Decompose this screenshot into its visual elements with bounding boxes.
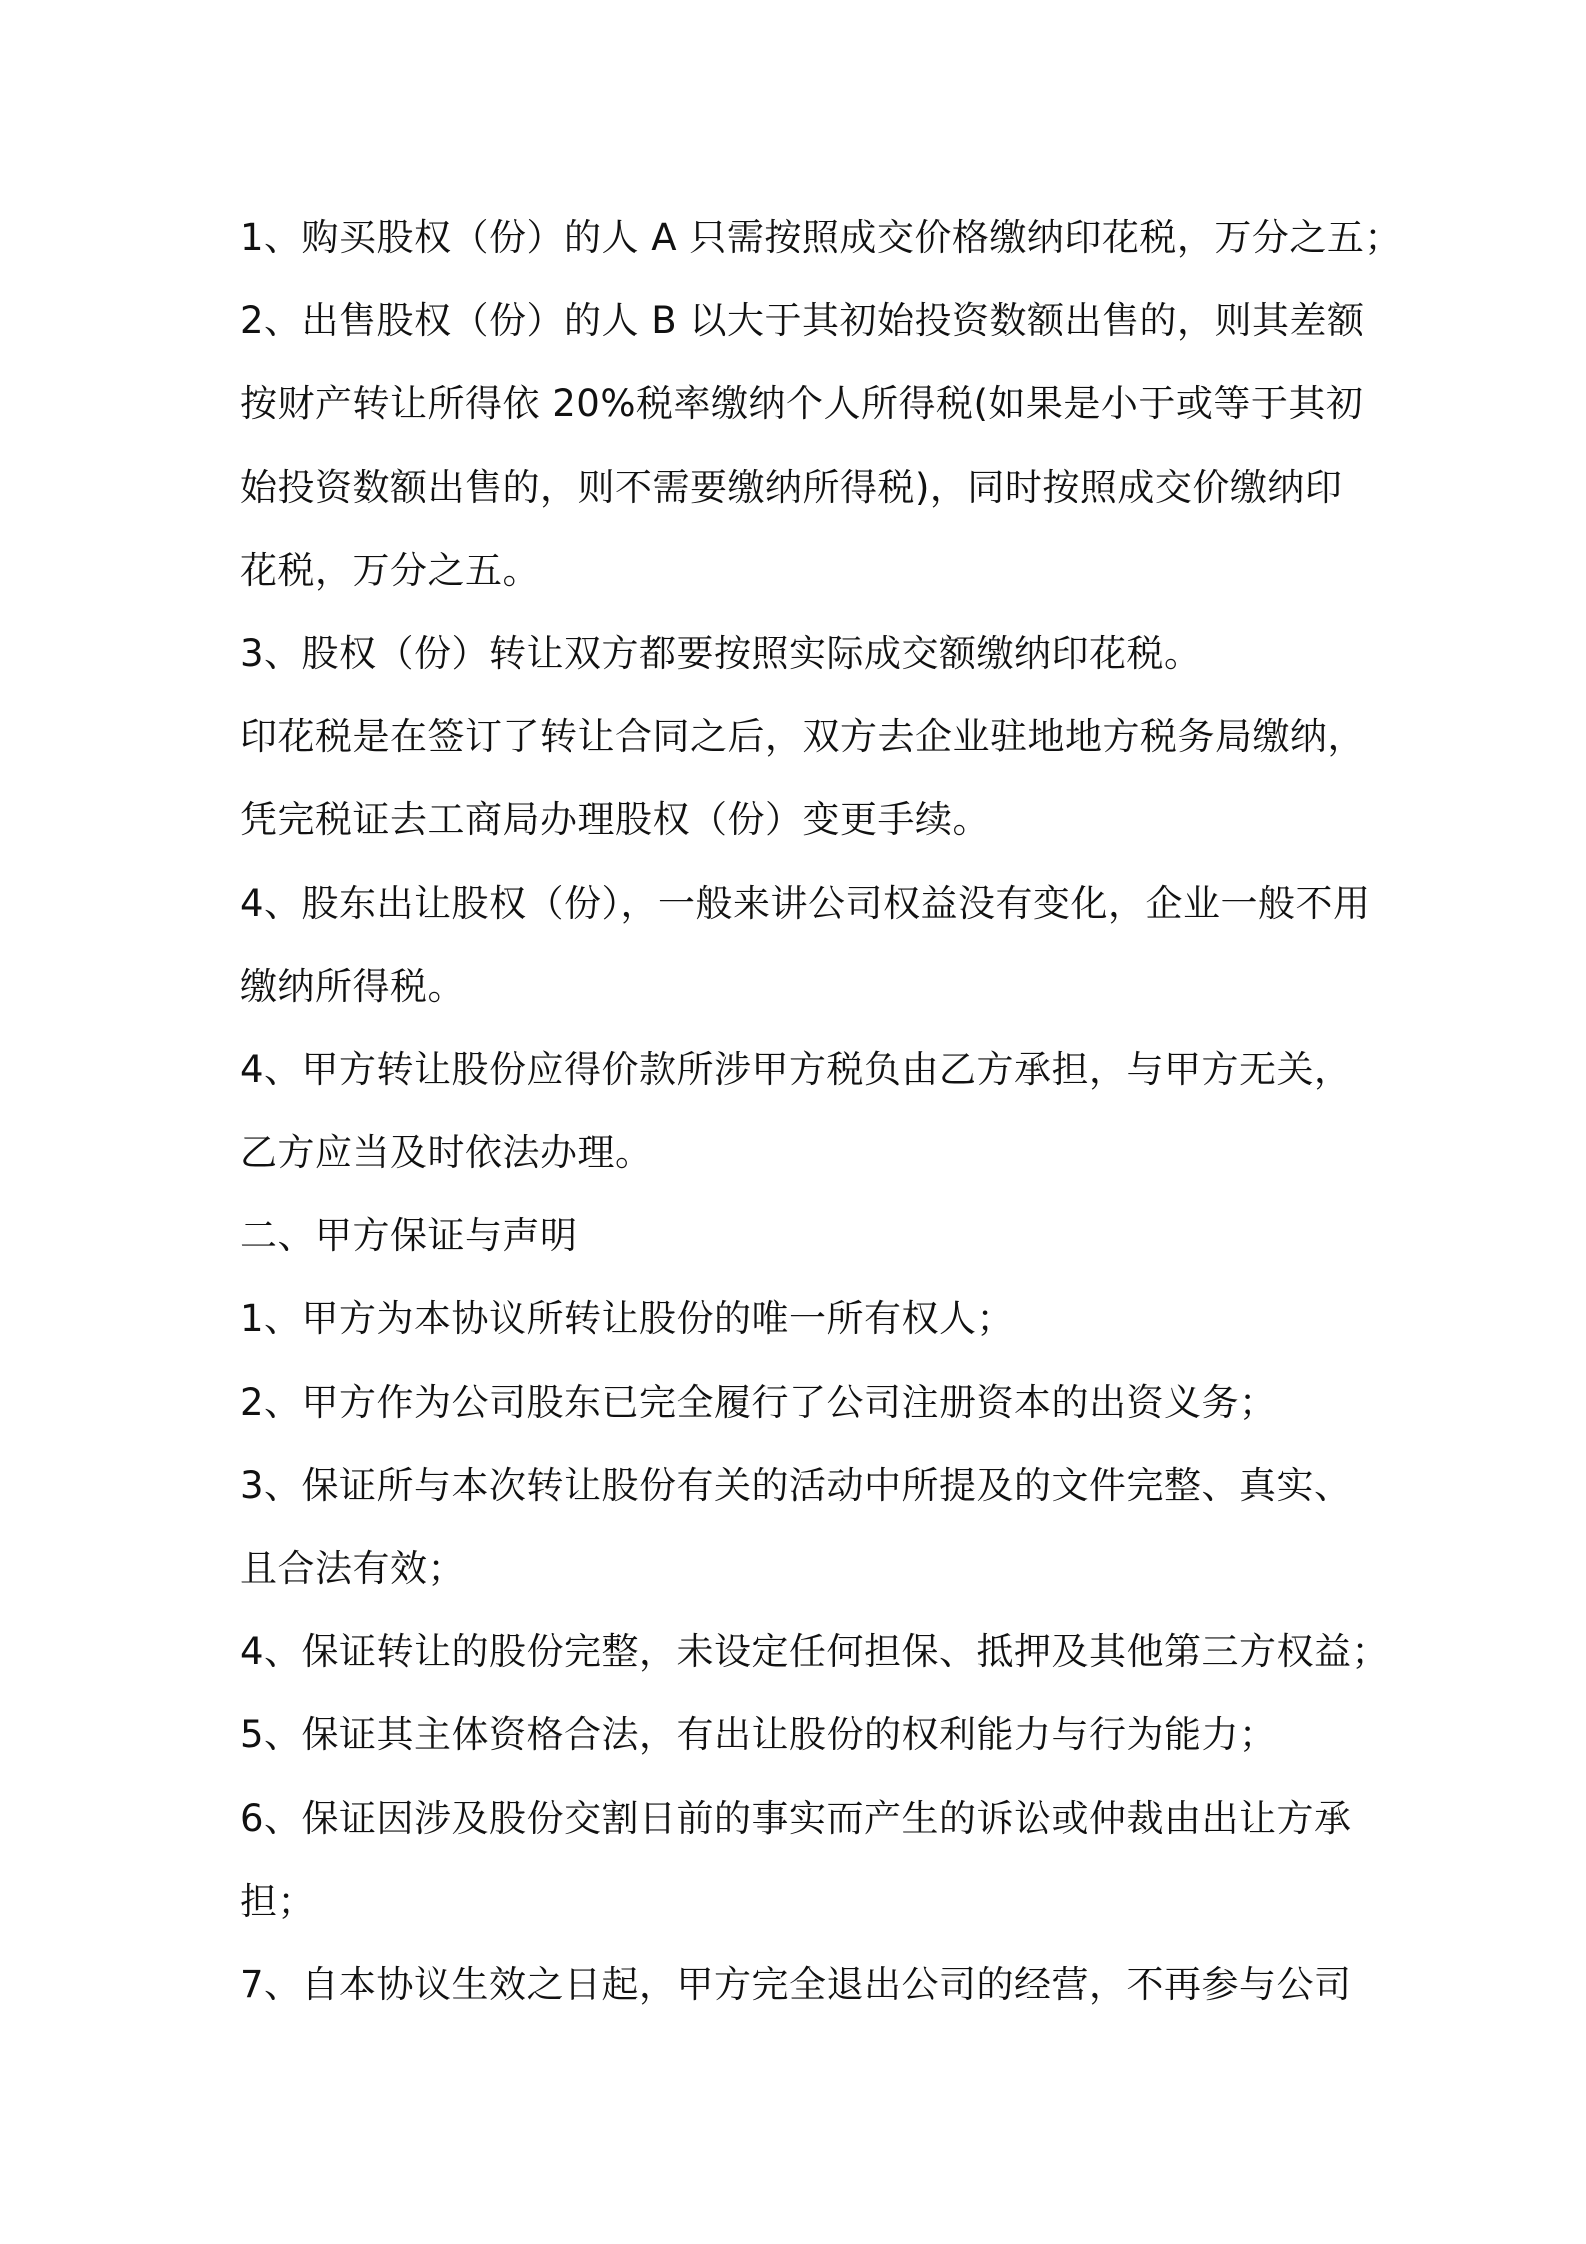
text-line: 且合法有效； [240, 1547, 465, 1590]
text-line: 印花税是在签订了转让合同之后，双方去企业驻地地方税务局缴纳， [240, 715, 1365, 759]
text-line: 3、股权（份）转让双方都要按照实际成交额缴纳印花税。 [240, 631, 1202, 675]
text-line: 5、保证其主体资格合法，有出让股份的权利能力与行为能力； [240, 1713, 1277, 1757]
text-line: 1、甲方为本协议所转让股份的唯一所有权人； [240, 1297, 1015, 1341]
text-line: 凭完税证去工商局办理股权（份）变更手续。 [240, 798, 990, 842]
text-line: 2、甲方作为公司股东已完全履行了公司注册资本的出资义务； [240, 1380, 1277, 1424]
text-line: 2、出售股权（份）的人 B 以大于其初始投资数额出售的，则其差额 [240, 299, 1365, 343]
text-line: 4、股东出让股权（份），一般来讲公司权益没有变化，企业一般不用 [240, 881, 1371, 925]
text-line: 4、甲方转让股份应得价款所涉甲方税负由乙方承担，与甲方无关， [240, 1047, 1352, 1091]
text-line: 缴纳所得税。 [240, 964, 465, 1008]
text-line: 3、保证所与本次转让股份有关的活动中所提及的文件完整、真实、 [240, 1463, 1352, 1507]
text-line: 担； [240, 1879, 315, 1923]
text-line: 按财产转让所得依 20%税率缴纳个人所得税(如果是小于或等于其初 [240, 382, 1364, 426]
text-line: 花税，万分之五。 [240, 548, 540, 592]
text-line: 1、购买股权（份）的人 A 只需按照成交价格缴纳印花税，万分之五； [240, 216, 1402, 259]
text-line: 4、保证转让的股份完整，未设定任何担保、抵押及其他第三方权益； [240, 1630, 1390, 1674]
document-body [240, 196, 1402, 2026]
section-heading: 二、甲方保证与声明 [240, 1214, 578, 1258]
text-line: 7、自本协议生效之日起，甲方完全退出公司的经营，不再参与公司 [240, 1962, 1352, 2006]
text-line: 乙方应当及时依法办理。 [240, 1131, 653, 1175]
text-line: 6、保证因涉及股份交割日前的事实而产生的诉讼或仲裁由出让方承 [240, 1796, 1352, 1840]
text-line: 始投资数额出售的，则不需要缴纳所得税)，同时按照成交价缴纳印 [240, 465, 1343, 509]
